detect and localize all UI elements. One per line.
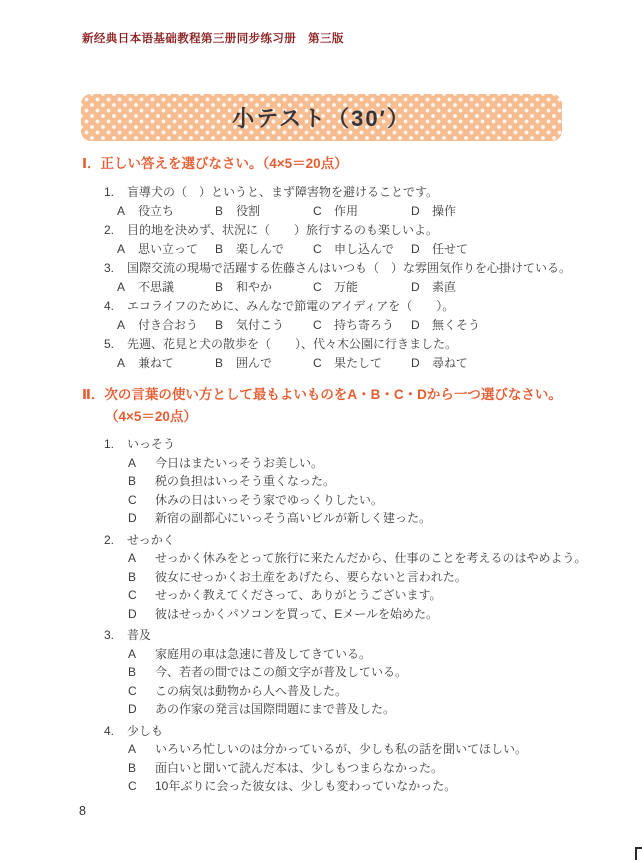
answer-option <box>82 509 590 528</box>
question-line <box>82 722 590 741</box>
options-row <box>82 202 590 221</box>
question <box>82 297 590 335</box>
answer-option <box>82 605 590 624</box>
option-text: 万能 <box>334 280 359 294</box>
option-text: 尋ねて <box>432 356 468 370</box>
section-2-questions <box>82 435 590 796</box>
option-label: A <box>128 742 137 756</box>
answer-option <box>117 316 215 335</box>
option-text: 任せて <box>432 242 469 256</box>
option-label: D <box>411 356 420 370</box>
quiz-title-banner <box>81 94 562 141</box>
answer-option <box>215 202 313 221</box>
option-label: D <box>128 606 137 621</box>
answer-option <box>215 278 313 297</box>
option-label: C <box>313 356 322 370</box>
option-label: A <box>128 455 137 470</box>
question-line <box>82 626 590 645</box>
section-2-heading: Ⅱ．次の言葉の使い方として最もよいものをA・B・C・Dから一つ選びなさい。（4×5＝20点） <box>82 387 562 424</box>
option-label: C <box>128 492 137 507</box>
option-label: D <box>128 702 137 716</box>
answer-option <box>117 202 215 221</box>
answer-option <box>82 454 590 473</box>
option-text: 家庭用の車は急速に普及してきている。 <box>155 646 372 661</box>
option-label: A <box>117 356 126 370</box>
option-text: 今、若者の間ではこの顔文字が普及している。 <box>155 665 408 679</box>
answer-option <box>82 777 590 796</box>
option-label: D <box>411 318 420 332</box>
option-label: B <box>215 318 224 332</box>
option-label: D <box>128 511 137 525</box>
page-number: 8 <box>79 804 86 818</box>
option-label: B <box>215 280 224 294</box>
answer-option <box>82 700 590 719</box>
option-text: 不思議 <box>138 280 175 294</box>
answer-option <box>215 316 313 335</box>
question-number: 1. <box>104 185 115 199</box>
option-text: 兼ねて <box>138 356 174 370</box>
question <box>82 531 590 624</box>
section-2 <box>82 384 590 796</box>
question <box>82 221 590 259</box>
option-text: 10年ぶりに会った彼女は、少しも変わっていなかった。 <box>155 779 457 793</box>
options-row <box>82 278 590 297</box>
question-line <box>82 531 590 550</box>
question-line <box>82 435 590 454</box>
option-text: 申し込んで <box>334 242 395 256</box>
option-label: A <box>117 280 126 294</box>
options-row <box>82 354 590 373</box>
answer-option <box>411 278 509 297</box>
option-text: 面白いと聞いて読んだ本は、少しもつまらなかった。 <box>155 760 444 775</box>
answer-option <box>82 568 590 587</box>
option-text: 税の負担はいっそう重くなった。 <box>155 474 336 488</box>
option-label: C <box>313 204 322 218</box>
question-number: 5. <box>104 337 115 351</box>
option-text: 操作 <box>432 204 457 218</box>
option-text: この病気は動物から人へ普及した。 <box>155 683 348 698</box>
question-number: 3. <box>104 261 115 275</box>
option-label: B <box>215 242 224 256</box>
options-row <box>82 316 590 335</box>
option-text: 思い立って <box>138 242 199 256</box>
option-label: A <box>117 204 126 218</box>
option-text: 果たして <box>334 356 383 370</box>
option-label: C <box>128 779 137 793</box>
answer-option <box>313 316 411 335</box>
option-text: 彼はせっかくパソコンを買って、Eメールを始めた。 <box>155 606 439 621</box>
option-label: C <box>128 588 137 602</box>
option-text: 素直 <box>432 280 457 294</box>
answer-option <box>82 682 590 701</box>
option-text: 新宿の副都心にいっそう高いビルが新しく建った。 <box>155 511 432 525</box>
section-1-heading: Ⅰ．正しい答えを選びなさい。（4×5＝20点） <box>82 156 348 171</box>
option-label: B <box>128 760 137 775</box>
crop-mark-icon <box>635 847 642 860</box>
answer-option <box>411 202 509 221</box>
option-label: A <box>117 318 126 332</box>
option-text: 楽しんで <box>236 242 285 256</box>
option-label: A <box>117 242 126 256</box>
question-number: 4. <box>104 723 115 738</box>
answer-option <box>313 202 411 221</box>
section-1-questions <box>82 183 590 373</box>
answer-option <box>215 354 313 373</box>
question-text: いっそう <box>127 437 176 451</box>
question-number: 4. <box>104 299 115 313</box>
answer-option <box>117 278 215 297</box>
option-text: 囲んで <box>236 356 273 370</box>
option-label: D <box>411 204 420 218</box>
answer-option <box>313 240 411 259</box>
answer-option <box>313 354 411 373</box>
question-text: 国際交流の現場で活躍する佐藤さんはいつも（ ）な雰囲気作りを心掛けている。 <box>127 261 572 275</box>
answer-option <box>82 472 590 491</box>
answer-option <box>82 759 590 778</box>
option-label: C <box>313 242 322 256</box>
option-label: B <box>128 665 137 679</box>
question-number: 2. <box>104 532 115 547</box>
question-line <box>82 221 590 240</box>
question-line <box>82 259 590 278</box>
question-text: せっかく <box>127 532 175 547</box>
answer-option <box>411 240 509 259</box>
quiz-title: 小テスト（30′） <box>232 106 411 131</box>
page-content <box>82 155 590 796</box>
answer-option <box>82 491 590 510</box>
option-label: A <box>128 551 137 565</box>
option-text: いろいろ忙しいのは分かっているが、少しも私の話を聞いてほしい。 <box>155 742 528 756</box>
question <box>82 722 590 796</box>
option-text: せっかく教えてくださって、ありがとうございます。 <box>155 588 442 602</box>
option-text: 役割 <box>236 204 261 218</box>
answer-option <box>313 278 411 297</box>
option-label: A <box>128 646 137 661</box>
question-text: 盲導犬の（ ）というと、まず障害物を避けることです。 <box>127 185 439 199</box>
question-text: 目的地を決めず、状況に（ ）旅行するのも楽しいよ。 <box>127 223 439 237</box>
options-row <box>82 240 590 259</box>
option-text: 彼女にせっかくお土産をあげたら、要らないと言われた。 <box>155 569 467 584</box>
option-text: 役立ち <box>138 204 175 218</box>
option-text: せっかく休みをとって旅行に来たんだから、仕事のことを考えるのはやめよう。 <box>155 551 587 565</box>
question-text: 普及 <box>127 628 152 642</box>
option-text: 無くそう <box>432 318 481 332</box>
option-label: D <box>411 242 420 256</box>
answer-option <box>82 645 590 664</box>
option-text: 持ち寄ろう <box>334 318 395 332</box>
question-line <box>82 297 590 316</box>
answer-option <box>411 316 509 335</box>
answer-option <box>82 549 590 568</box>
answer-option <box>117 354 215 373</box>
option-text: 作用 <box>334 204 359 218</box>
question-text: 先週、花見と犬の散歩を（ ）、代々木公園に行きました。 <box>127 337 458 351</box>
question-line <box>82 183 590 202</box>
option-text: 付き合おう <box>138 318 199 332</box>
option-text: あの作家の発言は国際問題にまで普及した。 <box>155 702 396 716</box>
option-label: C <box>313 280 322 294</box>
answer-option <box>215 240 313 259</box>
question-number: 2. <box>104 223 115 237</box>
option-label: B <box>128 569 137 584</box>
option-text: 和やか <box>236 280 273 294</box>
answer-option <box>411 354 509 373</box>
option-label: B <box>215 356 224 370</box>
question-text: エコライフのために、みんなで節電のアイディアを（ ）。 <box>127 299 455 313</box>
question <box>82 626 590 719</box>
question <box>82 183 590 221</box>
option-label: C <box>313 318 322 332</box>
option-label: B <box>215 204 224 218</box>
answer-option <box>82 740 590 759</box>
question-number: 3. <box>104 628 115 642</box>
question <box>82 259 590 297</box>
answer-option <box>117 240 215 259</box>
book-title-header: 新经典日本语基础教程第三册同步练习册 第三版 <box>82 33 344 45</box>
section-1 <box>82 155 590 373</box>
answer-option <box>82 663 590 682</box>
question-line <box>82 335 590 354</box>
question <box>82 435 590 528</box>
option-text: 気付こう <box>236 318 285 332</box>
option-label: C <box>128 683 137 698</box>
option-text: 今日はまたいっそうお美しい。 <box>155 455 324 470</box>
option-label: B <box>128 474 137 488</box>
option-text: 休みの日はいっそう家でゆっくりしたい。 <box>155 492 383 507</box>
option-label: D <box>411 280 420 294</box>
question <box>82 335 590 373</box>
question-text: 少しも <box>127 723 164 738</box>
answer-option <box>82 586 590 605</box>
question-number: 1. <box>104 437 115 451</box>
